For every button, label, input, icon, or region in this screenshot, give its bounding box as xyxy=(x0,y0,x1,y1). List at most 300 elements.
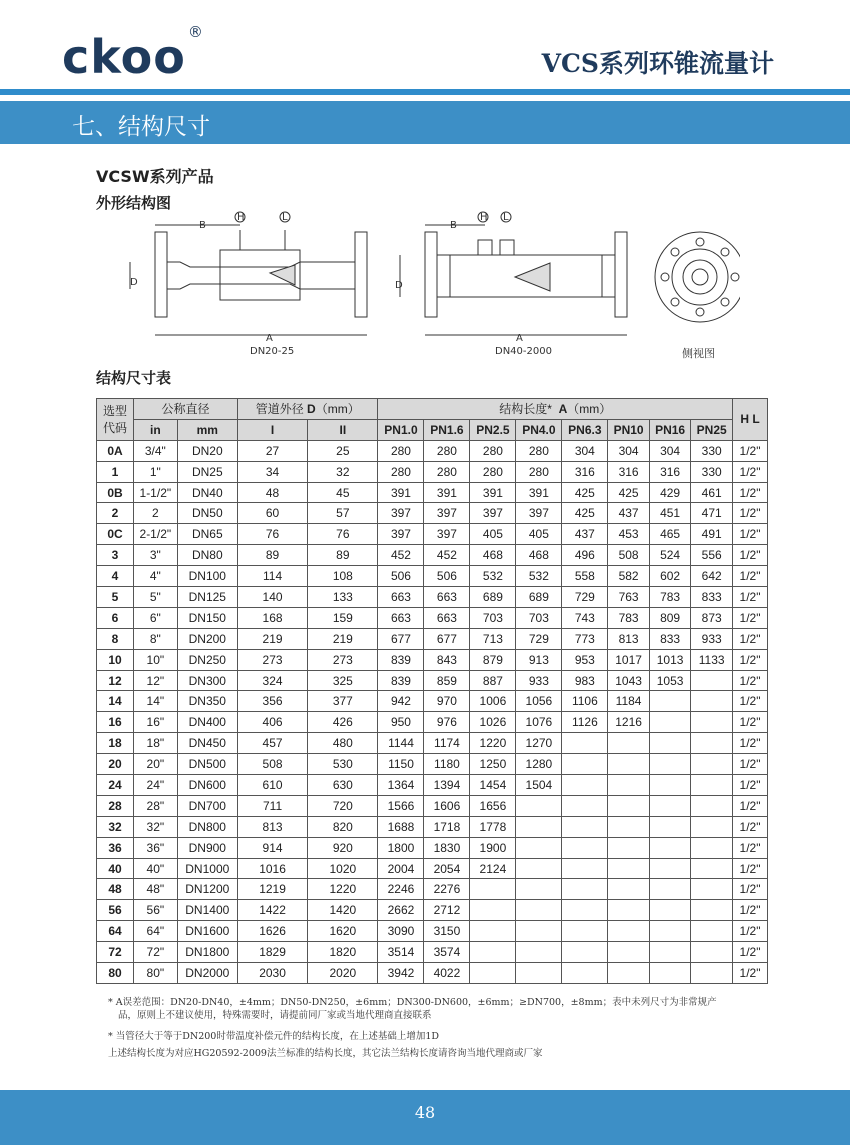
table-cell xyxy=(649,795,691,816)
table-cell: 10" xyxy=(134,649,178,670)
table-cell: 114 xyxy=(237,566,307,587)
table-cell: 743 xyxy=(562,607,608,628)
table-cell: 1126 xyxy=(562,712,608,733)
table-cell: 933 xyxy=(691,628,733,649)
table-cell: DN800 xyxy=(177,816,237,837)
table-cell xyxy=(649,858,691,879)
table-cell xyxy=(691,942,733,963)
table-cell: 1/2" xyxy=(733,858,768,879)
table-cell: 280 xyxy=(516,461,562,482)
table-cell: 1250 xyxy=(470,754,516,775)
table-cell: 280 xyxy=(516,440,562,461)
table-cell: 1026 xyxy=(470,712,516,733)
table-cell: 1/2" xyxy=(733,628,768,649)
table-cell: 316 xyxy=(562,461,608,482)
table-cell: 506 xyxy=(378,566,424,587)
col-pn: PN6.3 xyxy=(562,419,608,440)
mark-h-2: H xyxy=(480,212,488,223)
table-cell: 582 xyxy=(608,566,650,587)
table-cell xyxy=(649,900,691,921)
table-cell xyxy=(470,963,516,984)
table-cell: 630 xyxy=(308,775,378,796)
table-cell xyxy=(691,837,733,858)
table-cell: 839 xyxy=(378,649,424,670)
table-cell: 304 xyxy=(608,440,650,461)
table-cell: 60 xyxy=(237,503,307,524)
table-cell: 913 xyxy=(516,649,562,670)
type-code-cell: 4 xyxy=(97,566,134,587)
table-cell xyxy=(608,879,650,900)
table-cell: DN600 xyxy=(177,775,237,796)
table-cell: 280 xyxy=(378,440,424,461)
table-cell xyxy=(516,816,562,837)
table-cell: 437 xyxy=(562,524,608,545)
table-cell: 1606 xyxy=(424,795,470,816)
table-cell: 532 xyxy=(516,566,562,587)
table-cell: 1056 xyxy=(516,691,562,712)
table-cell: 1/2" xyxy=(733,921,768,942)
table-row xyxy=(97,607,768,628)
table-cell: 3942 xyxy=(378,963,424,984)
table-cell xyxy=(691,963,733,984)
col-length: 结构长度* A（mm） xyxy=(378,399,733,420)
table-cell: 2276 xyxy=(424,879,470,900)
table-cell xyxy=(608,837,650,858)
table-cell: DN1800 xyxy=(177,942,237,963)
table-cell xyxy=(470,879,516,900)
table-cell: 64" xyxy=(134,921,178,942)
table-row xyxy=(97,921,768,942)
table-cell: 1454 xyxy=(470,775,516,796)
table-cell xyxy=(608,775,650,796)
table-cell: 461 xyxy=(691,482,733,503)
type-code-cell: 14 xyxy=(97,691,134,712)
table-row xyxy=(97,816,768,837)
table-cell: 316 xyxy=(608,461,650,482)
table-cell: 763 xyxy=(608,587,650,608)
table-cell: 2712 xyxy=(424,900,470,921)
table-cell xyxy=(608,963,650,984)
table-cell xyxy=(649,816,691,837)
table-cell: 468 xyxy=(516,545,562,566)
table-cell: DN700 xyxy=(177,795,237,816)
table-cell xyxy=(562,879,608,900)
dimension-table xyxy=(96,398,768,984)
flange-left xyxy=(155,232,167,317)
table-cell: 32 xyxy=(308,461,378,482)
table-cell: 76 xyxy=(237,524,307,545)
table-cell: 873 xyxy=(691,607,733,628)
table-cell: 8" xyxy=(134,628,178,649)
table-cell: 3574 xyxy=(424,942,470,963)
table-cell xyxy=(691,879,733,900)
table-cell: 1/2" xyxy=(733,942,768,963)
table-cell: 72" xyxy=(134,942,178,963)
table-cell: 663 xyxy=(378,587,424,608)
table-cell: 1620 xyxy=(308,921,378,942)
table-cell: DN250 xyxy=(177,649,237,670)
table-cell xyxy=(562,858,608,879)
table-cell: 168 xyxy=(237,607,307,628)
table-cell: 1017 xyxy=(608,649,650,670)
table-cell: 324 xyxy=(237,670,307,691)
table-cell: 689 xyxy=(516,587,562,608)
col-pn: PN16 xyxy=(649,419,691,440)
table-cell xyxy=(608,795,650,816)
table-cell: 406 xyxy=(237,712,307,733)
table-cell: 1/2" xyxy=(733,649,768,670)
table-row xyxy=(97,461,768,482)
table-cell: 1/2" xyxy=(733,754,768,775)
table-cell: 703 xyxy=(516,607,562,628)
flange-left-2 xyxy=(425,232,437,317)
table-cell: DN1400 xyxy=(177,900,237,921)
table-cell: 1422 xyxy=(237,900,307,921)
table-cell: 425 xyxy=(562,482,608,503)
table-cell xyxy=(608,921,650,942)
table-cell: 556 xyxy=(691,545,733,566)
note-3: * 当管径大于等于DN200时带温度补偿元件的结构长度，在上述基础上增加1D xyxy=(108,1031,439,1042)
table-cell: 1800 xyxy=(378,837,424,858)
table-cell: 437 xyxy=(608,503,650,524)
table-cell xyxy=(516,879,562,900)
dim-b-1: B xyxy=(199,220,206,231)
table-cell: 1420 xyxy=(308,900,378,921)
type-code-cell: 24 xyxy=(97,775,134,796)
table-cell: 677 xyxy=(424,628,470,649)
table-cell: DN300 xyxy=(177,670,237,691)
table-cell: 1013 xyxy=(649,649,691,670)
table-cell: 1270 xyxy=(516,733,562,754)
table-cell: 1219 xyxy=(237,879,307,900)
header-divider xyxy=(0,89,850,95)
table-cell: 2124 xyxy=(470,858,516,879)
table-cell: 1/2" xyxy=(733,900,768,921)
table-cell xyxy=(608,942,650,963)
table-cell xyxy=(562,963,608,984)
table-cell: 316 xyxy=(649,461,691,482)
structure-drawing xyxy=(120,205,740,360)
flange-right xyxy=(355,232,367,317)
table-cell: DN80 xyxy=(177,545,237,566)
table-cell: 280 xyxy=(424,440,470,461)
table-cell: 1900 xyxy=(470,837,516,858)
table-cell xyxy=(649,733,691,754)
table-cell: DN1600 xyxy=(177,921,237,942)
table-cell: 140 xyxy=(237,587,307,608)
table-cell: 32" xyxy=(134,816,178,837)
table-cell: 2030 xyxy=(237,963,307,984)
col-pn: PN2.5 xyxy=(470,419,516,440)
table-cell: 920 xyxy=(308,837,378,858)
table-cell: 720 xyxy=(308,795,378,816)
table-cell xyxy=(562,900,608,921)
table-cell: 1394 xyxy=(424,775,470,796)
table-cell: 833 xyxy=(691,587,733,608)
table-cell: 1174 xyxy=(424,733,470,754)
page-number: 48 xyxy=(414,1103,436,1122)
table-cell: 391 xyxy=(378,482,424,503)
table-cell: 451 xyxy=(649,503,691,524)
table-row xyxy=(97,670,768,691)
table-cell xyxy=(562,733,608,754)
col-type-code: 选型 代码 xyxy=(97,399,134,441)
drawing-label-dn40-2000: DN40-2000 xyxy=(495,346,552,357)
table-cell xyxy=(649,837,691,858)
table-cell: 28" xyxy=(134,795,178,816)
table-cell: 108 xyxy=(308,566,378,587)
table-cell: 1-1/2" xyxy=(134,482,178,503)
table-cell: 280 xyxy=(424,461,470,482)
table-cell xyxy=(649,775,691,796)
table-cell: 843 xyxy=(424,649,470,670)
table-row xyxy=(97,524,768,545)
table-cell xyxy=(516,963,562,984)
table-cell xyxy=(649,879,691,900)
table-cell: 4" xyxy=(134,566,178,587)
table-cell: DN25 xyxy=(177,461,237,482)
table-row xyxy=(97,545,768,566)
table-cell: 809 xyxy=(649,607,691,628)
table-row xyxy=(97,649,768,670)
table-cell: 5" xyxy=(134,587,178,608)
col-pn: PN1.6 xyxy=(424,419,470,440)
product-series-title: VCSW系列产品 xyxy=(96,167,214,186)
mark-l-1: L xyxy=(282,212,288,223)
table-cell xyxy=(562,942,608,963)
table-cell: 1/2" xyxy=(733,733,768,754)
table-cell: 773 xyxy=(562,628,608,649)
table-cell xyxy=(649,942,691,963)
table-cell xyxy=(649,712,691,733)
type-code-cell: 0B xyxy=(97,482,134,503)
table-cell: 1/2" xyxy=(733,837,768,858)
type-code-cell: 28 xyxy=(97,795,134,816)
table-cell xyxy=(470,900,516,921)
table-cell: 356 xyxy=(237,691,307,712)
table-cell: 2 xyxy=(134,503,178,524)
table-cell: 24" xyxy=(134,775,178,796)
table-cell: DN400 xyxy=(177,712,237,733)
table-cell: 4022 xyxy=(424,963,470,984)
table-cell: 16" xyxy=(134,712,178,733)
table-cell: 3150 xyxy=(424,921,470,942)
table-cell xyxy=(516,837,562,858)
mark-l-2: L xyxy=(503,212,509,223)
table-cell: 663 xyxy=(424,607,470,628)
table-cell: 729 xyxy=(516,628,562,649)
table-cell: 1184 xyxy=(608,691,650,712)
type-code-cell: 0C xyxy=(97,524,134,545)
table-cell: 859 xyxy=(424,670,470,691)
table-cell: 813 xyxy=(608,628,650,649)
table-cell: 1053 xyxy=(649,670,691,691)
col-pipe-od: 管道外径 D（mm） xyxy=(237,399,378,420)
table-cell: 3514 xyxy=(378,942,424,963)
table-row xyxy=(97,900,768,921)
table-cell: 1144 xyxy=(378,733,424,754)
table-cell: 1820 xyxy=(308,942,378,963)
note-1: * A误差范围：DN20-DN40，±4mm；DN50-DN250，±6mm；DN300-DN600，±6mm；≥DN700，±8mm；表中未列尺寸为非常规产 xyxy=(108,997,717,1008)
notes xyxy=(108,996,717,1062)
table-cell: 1076 xyxy=(516,712,562,733)
table-row xyxy=(97,691,768,712)
table-cell: 465 xyxy=(649,524,691,545)
note-2: 品，原则上不建议使用，特殊需要时，请提前同厂家或当地代理商直接联系 xyxy=(118,1010,432,1021)
table-cell xyxy=(562,795,608,816)
table-cell: 1/2" xyxy=(733,879,768,900)
table-cell: 1/2" xyxy=(733,963,768,984)
table-cell: 36" xyxy=(134,837,178,858)
type-code-cell: 5 xyxy=(97,587,134,608)
table-row xyxy=(97,712,768,733)
col-pn: PN25 xyxy=(691,419,733,440)
table-cell: DN2000 xyxy=(177,963,237,984)
table-cell: 48" xyxy=(134,879,178,900)
table-cell: 471 xyxy=(691,503,733,524)
table-cell xyxy=(691,795,733,816)
table-cell: 663 xyxy=(424,587,470,608)
table-row xyxy=(97,503,768,524)
table-cell: 610 xyxy=(237,775,307,796)
table-cell: 1006 xyxy=(470,691,516,712)
table-cell: 325 xyxy=(308,670,378,691)
table-cell: 280 xyxy=(470,461,516,482)
table-cell: 1778 xyxy=(470,816,516,837)
table-row xyxy=(97,942,768,963)
brand-logo: ckoo ® xyxy=(62,22,204,84)
table-cell: 330 xyxy=(691,461,733,482)
table-cell: DN1200 xyxy=(177,879,237,900)
table-cell: 397 xyxy=(470,503,516,524)
table-cell xyxy=(649,691,691,712)
table-cell: 40" xyxy=(134,858,178,879)
table-cell: 457 xyxy=(237,733,307,754)
note-4: 上述结构长度为对应HG20592-2009法兰标准的结构长度，其它法兰结构长度请咨询当地代理商或厂家 xyxy=(108,1048,543,1059)
table-cell: 425 xyxy=(608,482,650,503)
table-cell xyxy=(691,712,733,733)
table-cell xyxy=(691,921,733,942)
table-cell: 783 xyxy=(608,607,650,628)
table-row xyxy=(97,566,768,587)
col-pn: PN4.0 xyxy=(516,419,562,440)
type-code-cell: 1 xyxy=(97,461,134,482)
table-cell: 1" xyxy=(134,461,178,482)
mark-h-1: H xyxy=(237,212,245,223)
table-cell xyxy=(562,775,608,796)
table-row xyxy=(97,795,768,816)
table-row xyxy=(97,754,768,775)
table-cell: 425 xyxy=(562,503,608,524)
table-cell: 273 xyxy=(308,649,378,670)
table-row xyxy=(97,482,768,503)
table-cell: 3/4" xyxy=(134,440,178,461)
table-cell: 56" xyxy=(134,900,178,921)
table-cell: 1220 xyxy=(308,879,378,900)
table-cell: 12" xyxy=(134,670,178,691)
table-cell: 1/2" xyxy=(733,712,768,733)
table-cell xyxy=(516,795,562,816)
table-cell: 1/2" xyxy=(733,566,768,587)
table-cell: 45 xyxy=(308,482,378,503)
table-row xyxy=(97,879,768,900)
col-hl: H L xyxy=(733,399,768,441)
table-cell: 1718 xyxy=(424,816,470,837)
table-cell: 689 xyxy=(470,587,516,608)
table-cell: 713 xyxy=(470,628,516,649)
table-cell: 89 xyxy=(308,545,378,566)
table-cell: 397 xyxy=(424,503,470,524)
drawing-label-dn20-25: DN20-25 xyxy=(250,346,295,357)
table-cell: 1/2" xyxy=(733,545,768,566)
table-cell: DN350 xyxy=(177,691,237,712)
table-cell: 1280 xyxy=(516,754,562,775)
table-cell: DN150 xyxy=(177,607,237,628)
table-cell: 491 xyxy=(691,524,733,545)
table-cell: 14" xyxy=(134,691,178,712)
table-cell: 397 xyxy=(516,503,562,524)
table-cell: 391 xyxy=(516,482,562,503)
table-cell: 3090 xyxy=(378,921,424,942)
table-cell: 1/2" xyxy=(733,587,768,608)
table-cell: 1150 xyxy=(378,754,424,775)
table-cell xyxy=(691,775,733,796)
table-cell: 57 xyxy=(308,503,378,524)
table-cell: 1220 xyxy=(470,733,516,754)
dim-a-2: A xyxy=(516,333,523,344)
table-cell: 397 xyxy=(424,524,470,545)
table-cell xyxy=(691,754,733,775)
table-row xyxy=(97,628,768,649)
type-code-cell: 18 xyxy=(97,733,134,754)
type-code-cell: 3 xyxy=(97,545,134,566)
table-cell: 2-1/2" xyxy=(134,524,178,545)
table-cell: 405 xyxy=(470,524,516,545)
table-cell xyxy=(691,733,733,754)
table-cell: 711 xyxy=(237,795,307,816)
table-cell: 1566 xyxy=(378,795,424,816)
table-cell: 1/2" xyxy=(733,482,768,503)
table-cell: 480 xyxy=(308,733,378,754)
table-cell xyxy=(562,921,608,942)
dim-d-1: D xyxy=(130,277,138,288)
table-cell xyxy=(562,837,608,858)
table-cell: 426 xyxy=(308,712,378,733)
table-cell xyxy=(649,921,691,942)
table-cell: 304 xyxy=(562,440,608,461)
table-cell xyxy=(562,754,608,775)
col-nominal: 公称直径 xyxy=(134,399,238,420)
table-cell: 20" xyxy=(134,754,178,775)
table-cell: 273 xyxy=(237,649,307,670)
table-cell xyxy=(649,963,691,984)
table-cell: 468 xyxy=(470,545,516,566)
type-code-cell: 40 xyxy=(97,858,134,879)
type-code-cell: 80 xyxy=(97,963,134,984)
col-ii: II xyxy=(308,419,378,440)
table-cell: 25 xyxy=(308,440,378,461)
table-cell xyxy=(516,921,562,942)
table-cell: 813 xyxy=(237,816,307,837)
type-code-cell: 32 xyxy=(97,816,134,837)
table-cell: DN40 xyxy=(177,482,237,503)
table-cell: 133 xyxy=(308,587,378,608)
side-view-label: 侧视图 xyxy=(682,347,715,360)
table-row xyxy=(97,837,768,858)
type-code-cell: 64 xyxy=(97,921,134,942)
table-cell: 783 xyxy=(649,587,691,608)
table-cell: 508 xyxy=(237,754,307,775)
